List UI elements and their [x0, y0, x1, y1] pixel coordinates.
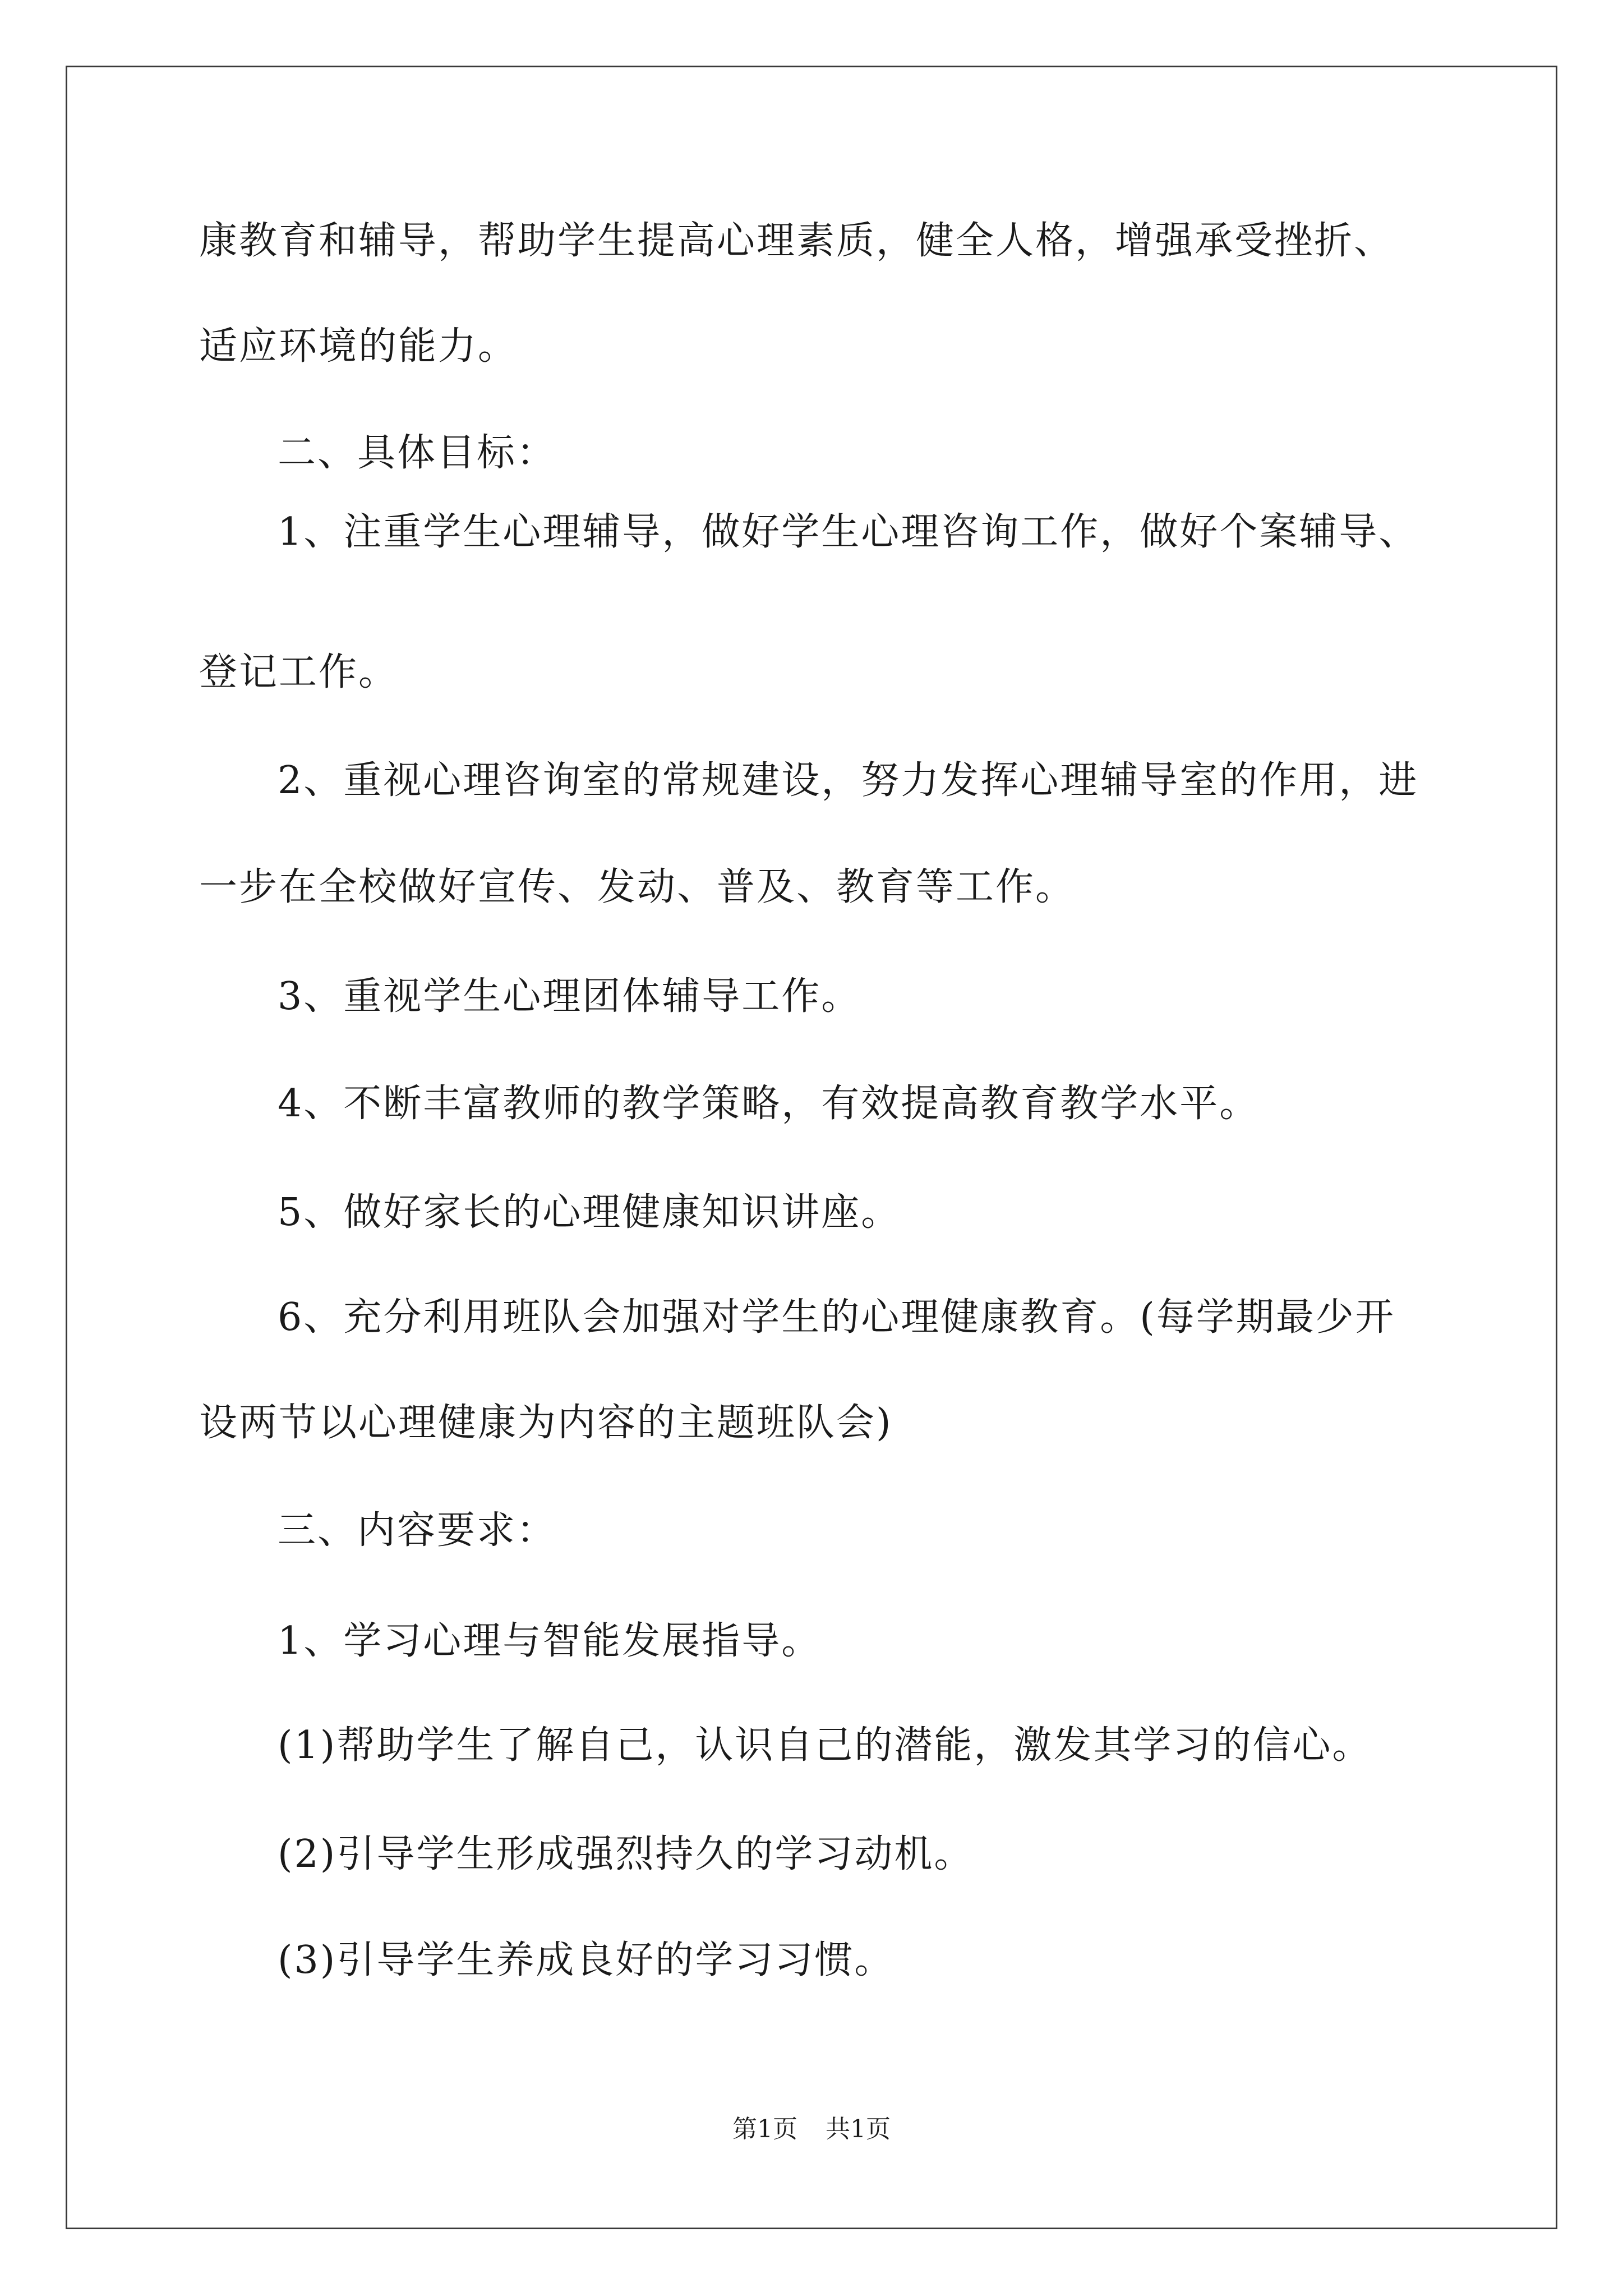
list-item: 4、不断丰富教师的教学策略，有效提高教育教学水平。: [278, 1082, 1260, 1126]
section-heading: 二、具体目标：: [278, 431, 557, 475]
page-frame: [66, 66, 1557, 2229]
list-item: (1)帮助学生了解自己，认识自己的潜能，激发其学习的信心。: [278, 1723, 1372, 1768]
list-item: (3)引导学生养成良好的学习习惯。: [278, 1938, 895, 1982]
list-item: 6、充分利用班队会加强对学生的心理健康教育。(每学期最少开: [278, 1295, 1395, 1340]
paragraph-line: 康教育和辅导，帮助学生提高心理素质，健全人格，增强承受挫折、: [199, 219, 1394, 263]
paragraph-line: 一步在全校做好宣传、发动、普及、教育等工作。: [199, 865, 1076, 909]
list-item: (2)引导学生形成强烈持久的学习动机。: [278, 1832, 974, 1876]
list-item: 5、做好家长的心理健康知识讲座。: [278, 1190, 901, 1235]
page-footer: [0, 2113, 1623, 2146]
list-item: 1、学习心理与智能发展指导。: [278, 1619, 822, 1663]
list-item: 1、注重学生心理辅导，做好学生心理咨询工作，做好个案辅导、: [278, 510, 1419, 554]
paragraph-line: 适应环境的能力。: [199, 324, 518, 369]
paragraph-line: 登记工作。: [199, 650, 399, 694]
current-page-label: 第1页: [732, 2115, 797, 2143]
total-pages-label: 共1页: [826, 2115, 891, 2143]
section-heading: 三、内容要求：: [278, 1508, 557, 1553]
paragraph-line: 设两节以心理健康为内容的主题班队会): [199, 1401, 893, 1445]
list-item: 2、重视心理咨询室的常规建设，努力发挥心理辅导室的作用，进: [278, 758, 1419, 803]
list-item: 3、重视学生心理团体辅导工作。: [278, 974, 861, 1019]
